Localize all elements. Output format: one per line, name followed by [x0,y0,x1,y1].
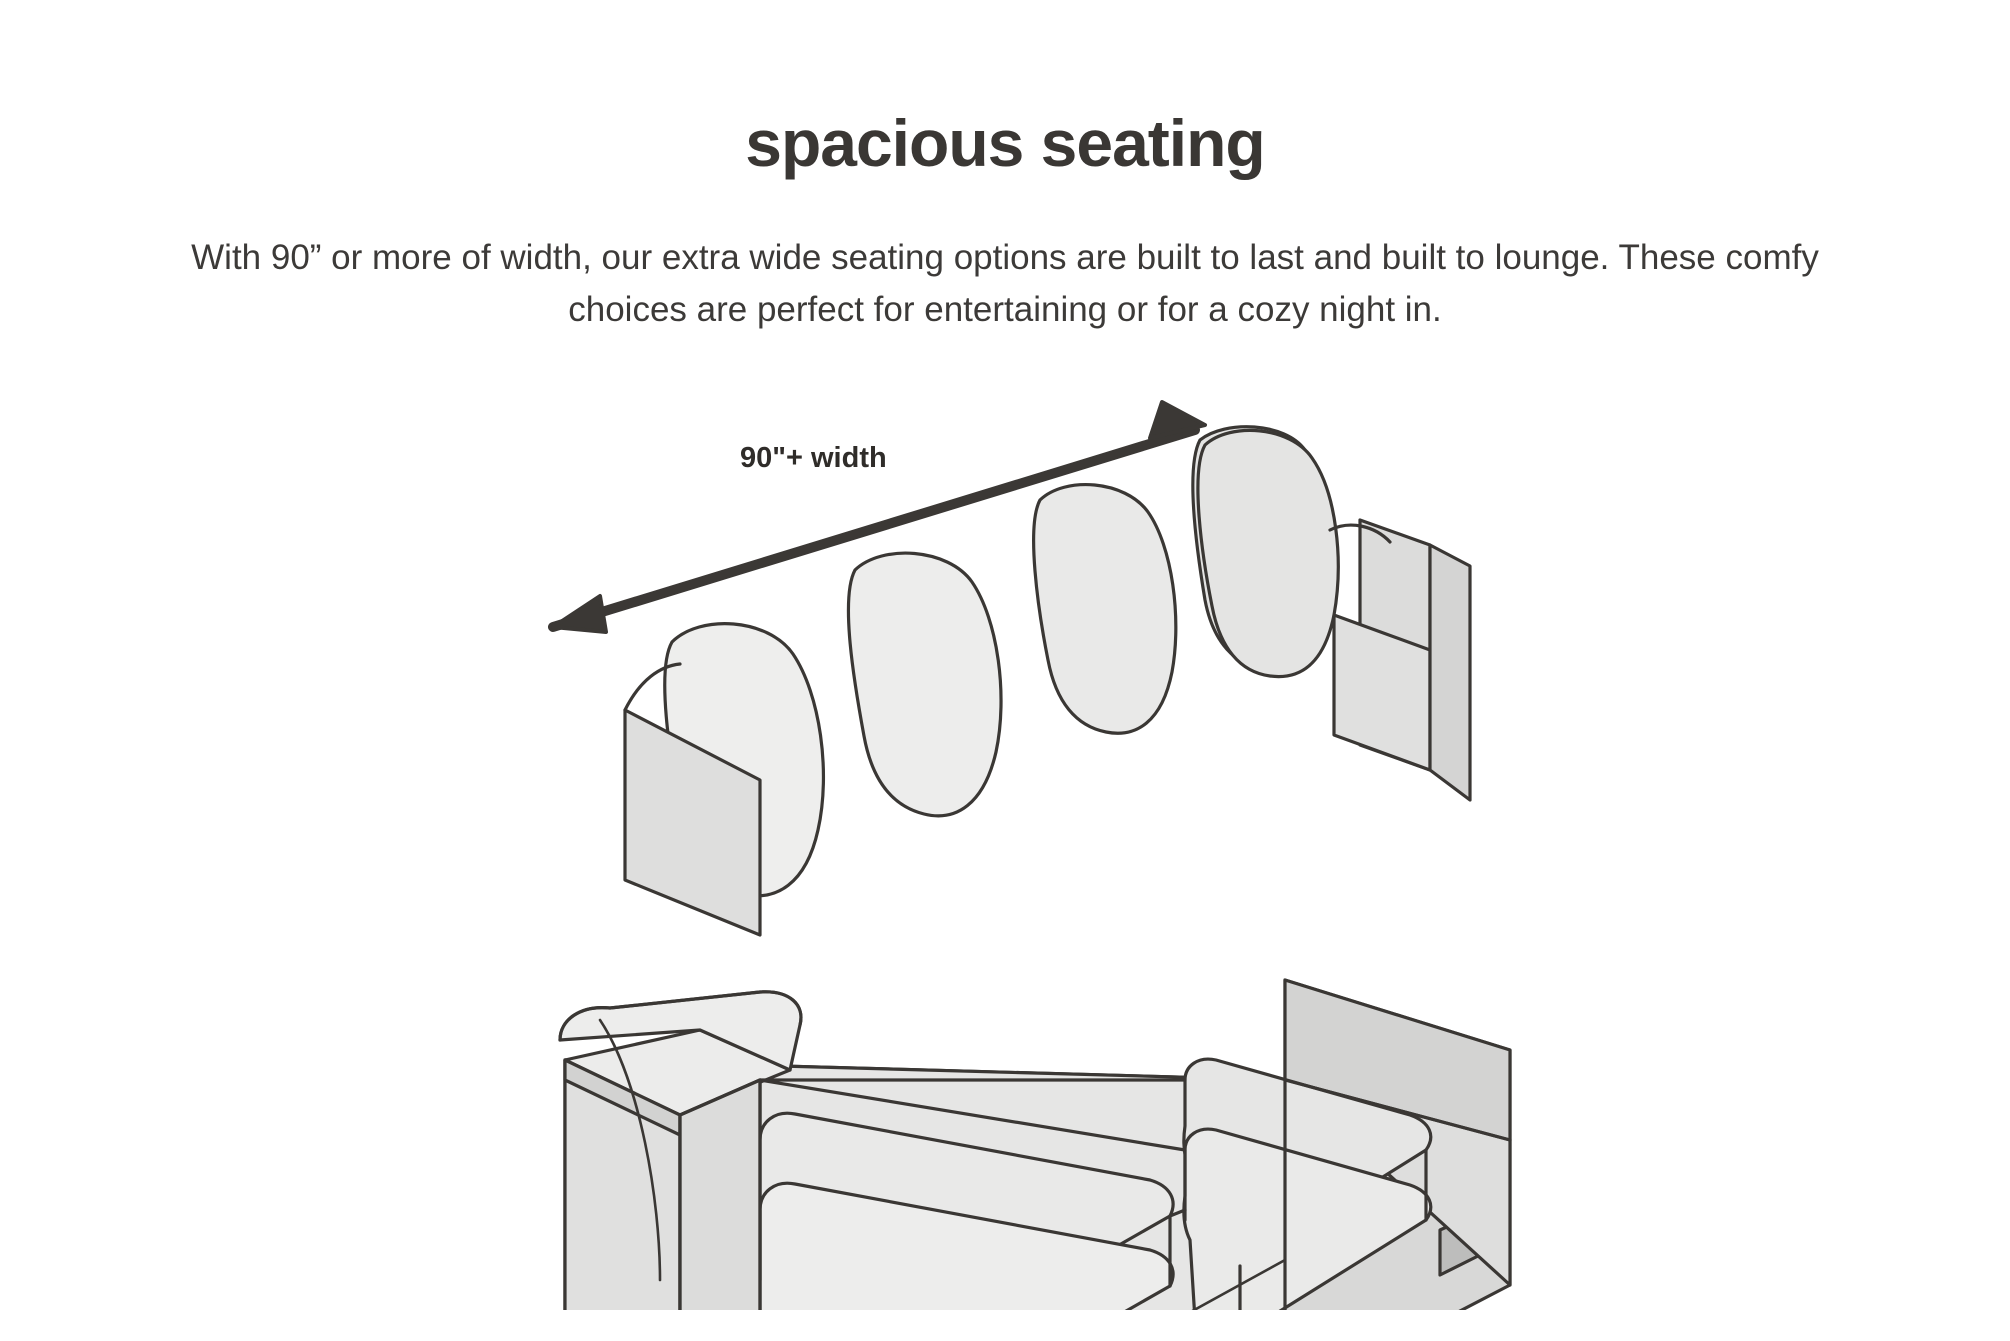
dimension-label: 90"+ width [740,442,887,474]
sofa-illustration [0,380,2010,1310]
page-title: spacious seating [745,106,1265,180]
page-subtitle: With 90” or more of width, our extra wide seating options are built to last and built to lounge. These comfy choices are perfect for entertaining or for a cozy night in. [191,238,1819,329]
